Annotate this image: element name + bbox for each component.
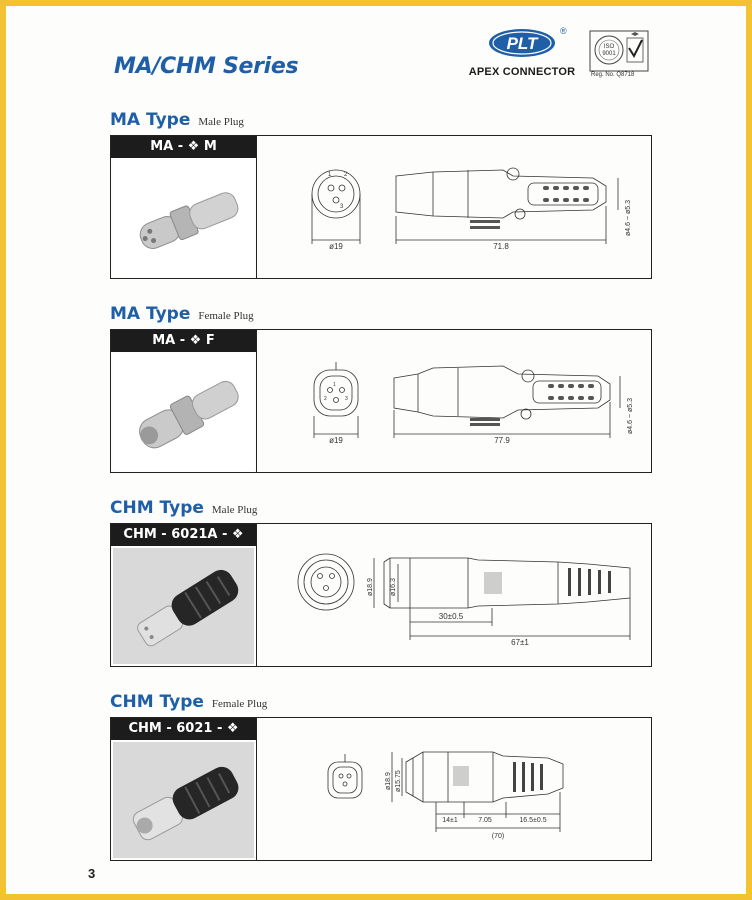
section-title-ma-female: [110, 304, 254, 324]
dim-front-diameter: ø19: [329, 242, 343, 251]
model-number: CHM - 6021 - ❖: [111, 718, 256, 740]
dim-total-length: 67±1: [511, 638, 529, 647]
pin-label: 1: [328, 172, 332, 178]
ma-female-plug-photo: [113, 354, 254, 470]
chm-female-plug-photo: [113, 742, 254, 858]
dim-segment-2: 7.05: [478, 817, 492, 824]
section-subtitle: Female Plug: [198, 310, 254, 322]
iso-label: ISO: [603, 44, 615, 50]
section-type: MA Type: [110, 110, 191, 130]
model-number: CHM - 6021A - ❖: [111, 524, 256, 546]
brand-logo-text: PLT: [506, 34, 538, 53]
registered-mark: ®: [560, 26, 567, 36]
product-box-chm-male: [110, 523, 652, 667]
section-subtitle: Male Plug: [198, 116, 244, 128]
page-number: 3: [88, 866, 96, 881]
dim-outer-diameter: ø18.9: [385, 772, 392, 790]
pin-label: 2: [344, 172, 348, 178]
section-title-ma-male: [110, 110, 244, 130]
dim-cable-diameter: ø4.6 ~ ø5.3: [625, 200, 632, 236]
chm-male-plug-photo: [113, 548, 254, 664]
model-number: MA - ❖ M: [111, 136, 256, 158]
pin-label: 3: [345, 396, 348, 402]
ma-male-plug-photo: [113, 160, 254, 276]
product-box-ma-female: [110, 329, 652, 473]
dim-total-length: (70): [491, 833, 505, 840]
dim-total-length: 71.8: [493, 242, 509, 251]
product-box-ma-male: [110, 135, 652, 279]
plt-logo-icon: [462, 26, 582, 66]
chm-male-dimension-drawing: [258, 524, 650, 666]
dim-front-diameter: ø19: [329, 436, 343, 445]
dim-total-length: 77.9: [494, 436, 510, 445]
dim-segment-3: 16.5±0.5: [519, 817, 547, 824]
model-number: MA - ❖ F: [111, 330, 256, 352]
iso-number: 9001: [602, 51, 616, 57]
section-title-chm-female: [110, 692, 267, 712]
section-type: MA Type: [110, 304, 191, 324]
pin-label: 2: [324, 396, 327, 402]
section-title-chm-male: [110, 498, 257, 518]
section-type: CHM Type: [110, 692, 204, 712]
dim-segment-1: 14±1: [442, 817, 458, 824]
cert-reg-number: Reg. No. Q8718: [591, 72, 635, 78]
product-box-chm-female: [110, 717, 652, 861]
dim-inner-diameter: ø16.3: [390, 578, 397, 596]
iso-badge-icon: [589, 30, 649, 72]
dim-inner-diameter: ø15.75: [395, 770, 402, 792]
pin-label: 3: [340, 204, 344, 210]
series-title: MA/CHM Series: [114, 54, 299, 79]
section-type: CHM Type: [110, 498, 204, 518]
dim-insert-length: 30±0.5: [438, 612, 464, 621]
section-subtitle: Male Plug: [211, 504, 258, 516]
catalog-page: [6, 6, 746, 894]
ma-female-dimension-drawing: [258, 330, 650, 472]
ma-male-dimension-drawing: [258, 136, 650, 278]
dim-outer-diameter: ø18.9: [367, 578, 374, 596]
section-subtitle: Female Plug: [211, 698, 268, 710]
dim-cable-diameter: ø4.6 ~ ø5.3: [627, 398, 634, 434]
brand-name: APEX CONNECTOR: [468, 66, 576, 78]
chm-female-dimension-drawing: [258, 718, 650, 860]
apex-logo: [462, 26, 582, 82]
pin-label: 1: [333, 382, 336, 388]
